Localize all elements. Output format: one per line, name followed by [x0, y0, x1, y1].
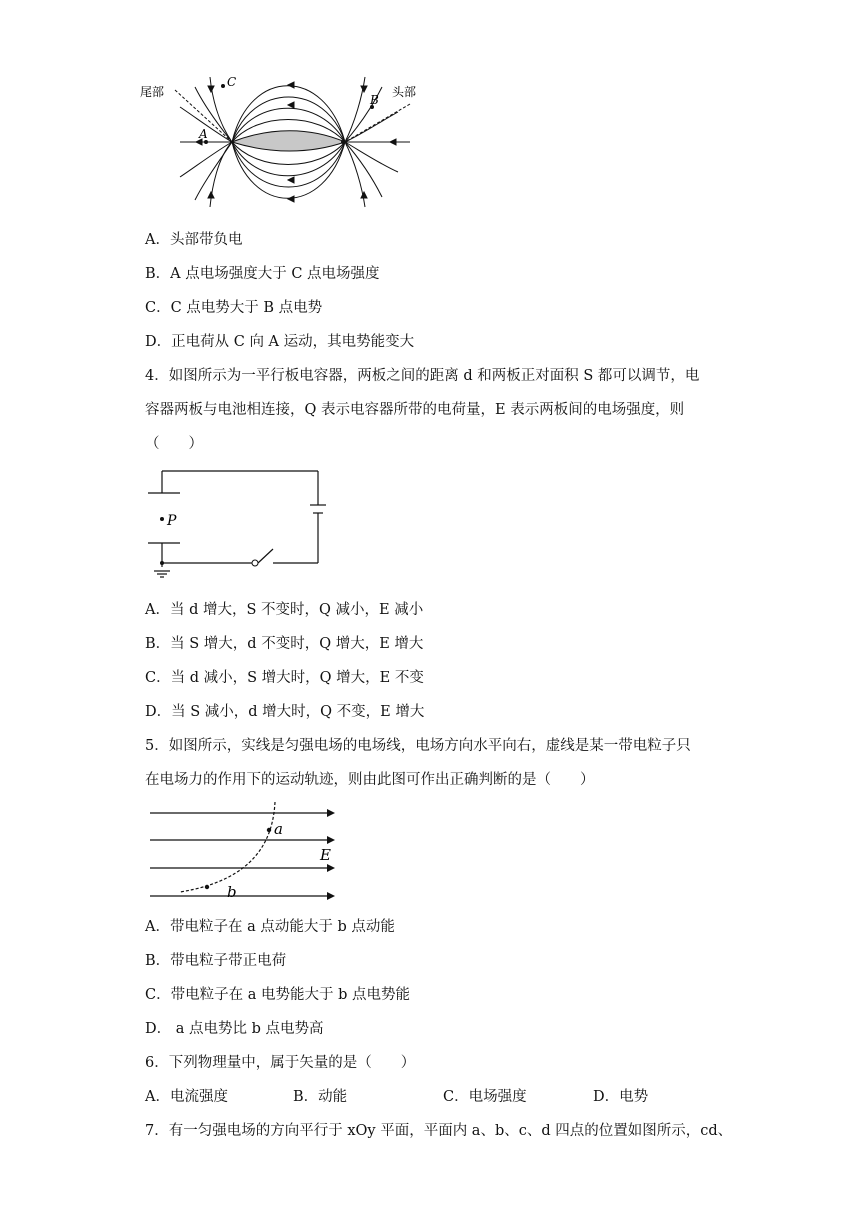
q4-option-d: D．当 S 减小，d 增大时，Q 不变，E 增大: [145, 704, 425, 720]
q4-option-c: C．当 d 减小，S 增大时，Q 增大，E 不变: [145, 670, 424, 686]
point-b-label: B: [370, 93, 379, 107]
q4-option-b: B．当 S 增大，d 不变时，Q 增大，E 增大: [145, 636, 424, 652]
q6-option-c: C．电场强度: [443, 1089, 527, 1105]
point-b-label: b: [227, 883, 237, 901]
q7-stem: 7．有一匀强电场的方向平行于 xOy 平面，平面内 a、b、c、d 四点的位置如图所示，cd、: [145, 1123, 733, 1139]
point-p-label: P: [167, 513, 177, 529]
q3-option-b: B．A 点电场强度大于 C 点电场强度: [145, 266, 380, 282]
q4-stem-line-3: （ ）: [145, 436, 203, 452]
q5-option-b: B．带电粒子带正电荷: [145, 953, 287, 969]
q5-stem-line-1: 5．如图所示，实线是匀强电场的电场线，电场方向水平向右，虚线是某一带电粒子只: [145, 738, 691, 754]
point-a-label: a: [274, 820, 283, 838]
q6-option-b: B．动能: [293, 1089, 348, 1105]
field-lines-figure: [140, 72, 425, 217]
q3-option-d: D．正电荷从 C 向 A 运动，其电势能变大: [145, 334, 415, 350]
q4-stem-line-1: 4．如图所示为一平行板电容器，两板之间的距离 d 和两板正对面积 S 都可以调节，电: [145, 368, 700, 384]
q4-option-a: A．当 d 增大，S 不变时，Q 减小，E 减小: [145, 602, 424, 618]
head-label: 头部: [392, 85, 417, 99]
q3-option-a: A．头部带负电: [145, 232, 243, 248]
point-a-label: A: [199, 127, 208, 141]
tail-label: 尾部: [140, 85, 165, 99]
q6-stem: 6．下列物理量中，属于矢量的是（ ）: [145, 1055, 416, 1071]
q4-stem-line-2: 容器两板与电池相连接，Q 表示电容器所带的电荷量，E 表示两板间的电场强度，则: [145, 402, 685, 418]
q6-option-d: D．电势: [593, 1089, 649, 1105]
q5-option-a: A．带电粒子在 a 点动能大于 b 点动能: [145, 919, 395, 935]
uniform-field-figure: [145, 800, 345, 908]
q5-option-d: D． a 点电势比 b 点电势高: [145, 1021, 324, 1037]
q5-option-c: C．带电粒子在 a 电势能大于 b 点电势能: [145, 987, 410, 1003]
point-c-label: C: [227, 75, 237, 89]
q6-option-a: A．电流强度: [145, 1089, 228, 1105]
field-e-label: E: [320, 846, 331, 864]
q5-stem-line-2: 在电场力的作用下的运动轨迹，则由此图可作出正确判断的是（ ）: [145, 772, 595, 788]
capacitor-circuit-figure: [140, 465, 330, 585]
q3-option-c: C．C 点电势大于 B 点电势: [145, 300, 323, 316]
